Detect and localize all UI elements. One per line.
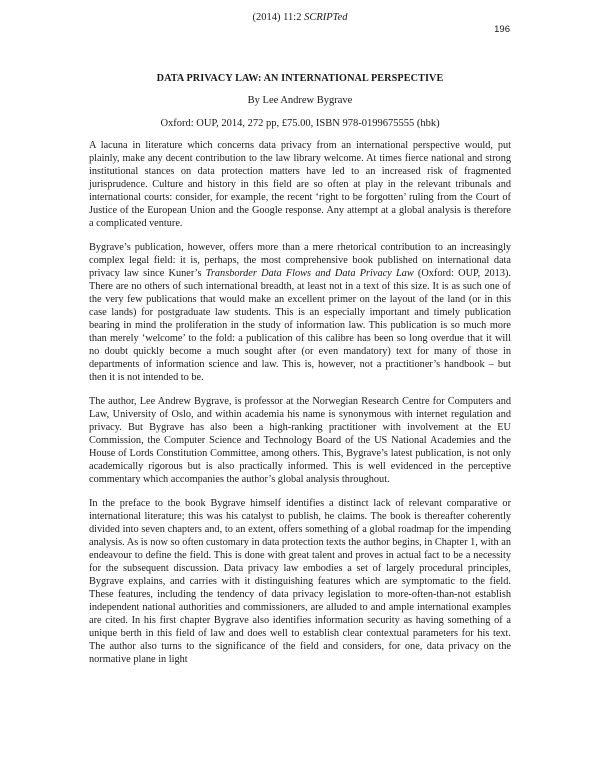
paragraph-1: A lacuna in literature which concerns data privacy from an international perspective would, put plainly, make any decent contribution to the law library welcome. At times fierce national and strong institutional stances on data protection matters have led to an increased risk of fragmented jurisprudence. Culture and history in this field are so often at play in the relevant tribunals and international courts: consider, for example, the recent ‘right to be forgotten’ ruling from the Court of Justice of the European Union and the Google response. Any attempt at a global analysis is therefore a complicated venture. (89, 140, 511, 229)
page-number: 196 (494, 24, 510, 35)
journal-name: SCRIPTed (304, 12, 348, 23)
running-head (0, 11, 600, 24)
paragraph-2-text-b: (Oxford: OUP, 2013). There are no others of such international breadth, at least not in a text of this size. It is as such one of the very few publications that would make an excellent primer on the layout of the land (or in this case lands) for postgraduate law students. This is an especially important and timely publication bearing in mind the proliferation in the study of information law. This publication is so much more than merely ‘welcome’ to the fold: a publication of this calibre has been so long overdue that it will no doubt quickly become a much sought after (or even mandatory) text for many of those in departments of information science and law. This is, however, not a practitioner’s handbook – but then it is not intended to be. (89, 268, 511, 383)
paragraph-4: In the preface to the book Bygrave himself identifies a distinct lack of relevant comparative or international literature; this was his catalyst to publish, he claims. The book is thereafter coherently divided into seven chapters and, to an extent, offers something of a global roadmap for the impending analysis. As is now so often customary in data protection texts the author begins, in Chapter 1, with an endeavour to define the field. This is done with great talent and proves in actual fact to be a necessity for the subsequent discussion. Data privacy law embodies a set of largely procedural principles, Bygrave explains, and carries with it distinguishing features which are symptomatic to the field. These features, including the tendency of data privacy legislation to more-often-than-not establish independent national authorities and commissioners, are alluded to and ample international examples are cited. In his first chapter Bygrave also identifies information security as having something of a unique berth in this field of law and does well to establish clear contextual parameters for his text. The author also turns to the significance of the field and considers, for one, data privacy on the normative plane in light (89, 498, 511, 665)
author-byline: By Lee Andrew Bygrave (247, 95, 353, 106)
journal-volume: (2014) 11:2 (252, 12, 305, 23)
article-title: DATA PRIVACY LAW: AN INTERNATIONAL PERSPECTIVE (156, 73, 444, 84)
paragraph-2 (89, 241, 511, 384)
cited-book-title: Transborder Data Flows and Data Privacy Law (205, 268, 414, 279)
review-body (89, 139, 511, 677)
paragraph-3: The author, Lee Andrew Bygrave, is professor at the Norwegian Research Centre for Computers and Law, University of Oslo, and within academia his name is synonymous with internet regulation and privacy. But Bygrave has also been a high-ranking practitioner with involvement at the EU Commission, the Computer Science and Technology Board of the US National Academies and the House of Lords Constitution Committee, among others. This, Bygrave’s latest publication, is not only academically rigorous but is also practically informed. This is well evidenced in the perceptive commentary which accompanies the author’s global analysis throughout. (89, 396, 511, 485)
publication-citation: Oxford: OUP, 2014, 272 pp, £75.00, ISBN 978-0199675555 (hbk) (160, 118, 440, 129)
paragraph-2-text-a: Bygrave’s publication, however, offers more than a mere rhetorical contribution to an increasingly complex legal field: it is, perhaps, the most comprehensive book published on international data privacy law since Kuner’s (89, 242, 511, 279)
